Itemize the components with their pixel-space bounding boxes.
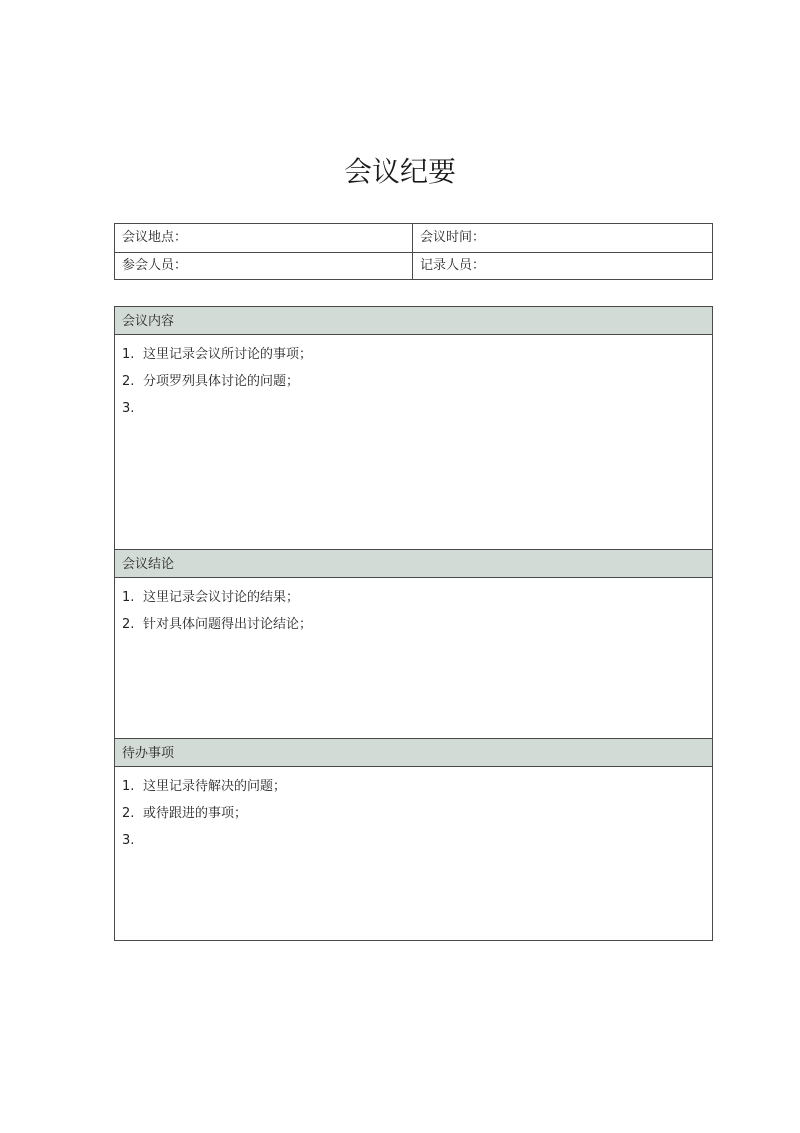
section-list[interactable] <box>115 767 712 854</box>
section-heading: 会议结论 <box>115 550 712 578</box>
section-conclusion <box>115 550 712 739</box>
recorder-field[interactable]: 记录人员： <box>420 258 486 273</box>
info-row <box>115 252 712 279</box>
section-list[interactable] <box>115 335 712 422</box>
list-item: 1. 这里记录会议讨论的结果； <box>122 590 300 605</box>
meeting-info-table <box>114 223 713 280</box>
section-todo <box>115 739 712 940</box>
list-item: 3. <box>122 401 135 416</box>
time-field[interactable]: 会议时间： <box>420 230 486 245</box>
list-item: 2. 分项罗列具体讨论的问题； <box>122 374 300 389</box>
section-list[interactable] <box>115 578 712 638</box>
section-heading: 会议内容 <box>115 307 712 335</box>
info-row <box>115 224 712 253</box>
minutes-table <box>114 306 713 941</box>
section-content <box>115 307 712 550</box>
location-field[interactable]: 会议地点： <box>115 224 413 252</box>
attendees-field[interactable]: 参会人员： <box>115 252 413 279</box>
list-item: 2. 或待跟进的事项； <box>122 806 248 821</box>
page-title: 会议纪要 <box>343 155 456 188</box>
list-item: 1. 这里记录待解决的问题； <box>122 779 287 794</box>
list-item: 2. 针对具体问题得出讨论结论； <box>122 617 313 632</box>
section-heading: 待办事项 <box>115 739 712 767</box>
list-item: 1. 这里记录会议所讨论的事项； <box>122 347 313 362</box>
list-item: 3. <box>122 833 135 848</box>
